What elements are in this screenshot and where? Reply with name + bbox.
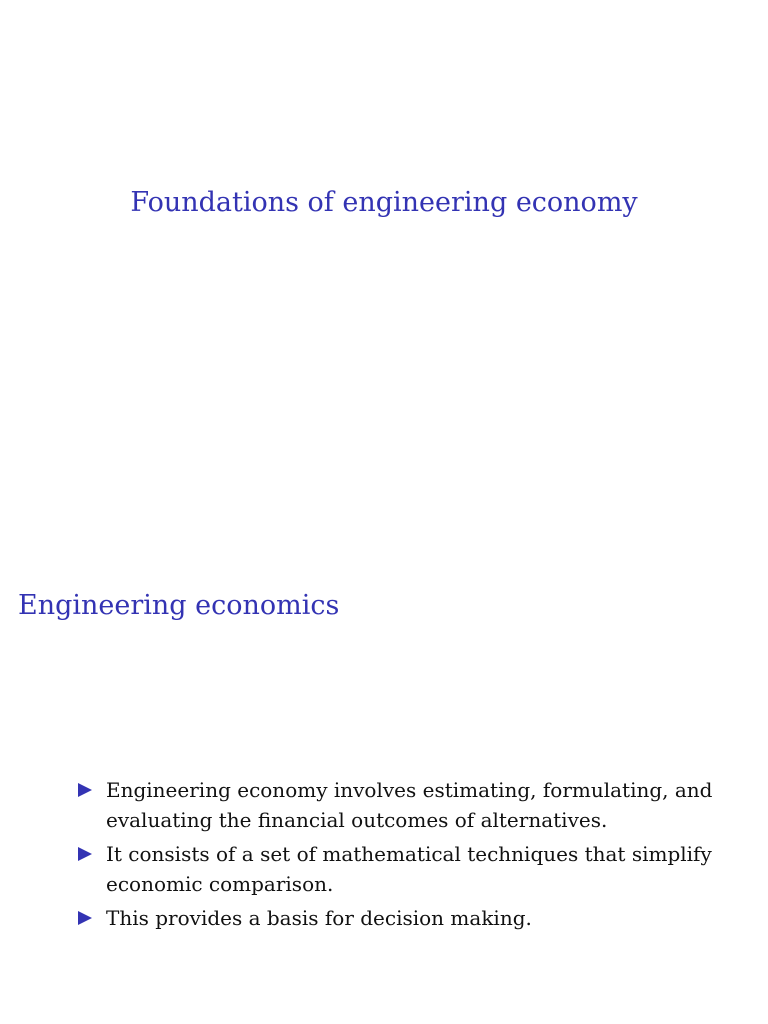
frame-title: Engineering economics [18,590,340,621]
triangle-right-icon [78,783,92,797]
bullet-text: This provides a basis for decision making. [106,906,532,930]
bullet-item [78,775,728,835]
presentation-title: Foundations of engineering economy [130,187,638,218]
triangle-right-icon [78,847,92,861]
content-slide [0,512,768,1024]
bullet-item [78,903,728,933]
triangle-right-icon [78,911,92,925]
bullet-item [78,839,728,899]
bullet-text: It consists of a set of mathematical techniques that simplify economic comparison. [106,842,712,896]
bullet-text: Engineering economy involves estimating, formulating, and evaluating the financial outcomes of alternatives. [106,778,713,832]
bullet-list [78,775,728,937]
